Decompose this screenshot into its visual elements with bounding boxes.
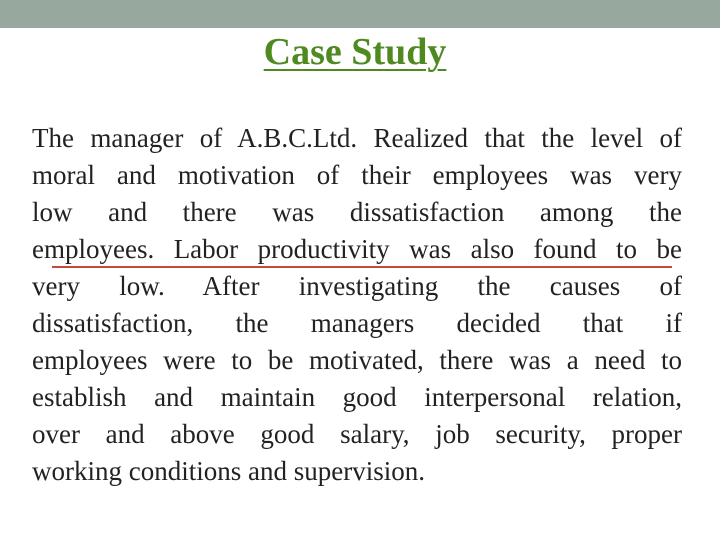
body-line: very low. After investigating the causes of bbox=[32, 271, 682, 301]
body-line: over and above good salary, job security, proper bbox=[32, 419, 682, 449]
body-line: moral and motivation of their employees was very bbox=[32, 160, 682, 190]
body-line: dissatisfaction, the managers decided that if bbox=[32, 308, 682, 338]
slide-body bbox=[32, 120, 682, 490]
body-line: low and there was dissatisfaction among the bbox=[32, 197, 682, 227]
slide-title: Case Study bbox=[263, 31, 447, 73]
top-bar bbox=[0, 0, 720, 28]
red-underline-mark bbox=[52, 266, 672, 268]
body-line: The manager of A.B.C.Ltd. Realized that the level of bbox=[32, 123, 682, 153]
body-line: working conditions and supervision. bbox=[32, 456, 425, 486]
body-line: establish and maintain good interpersonal relation, bbox=[32, 382, 682, 412]
body-line: employees. Labor productivity was also found to be bbox=[32, 234, 682, 264]
body-line: employees were to be motivated, there was a need to bbox=[32, 345, 682, 375]
